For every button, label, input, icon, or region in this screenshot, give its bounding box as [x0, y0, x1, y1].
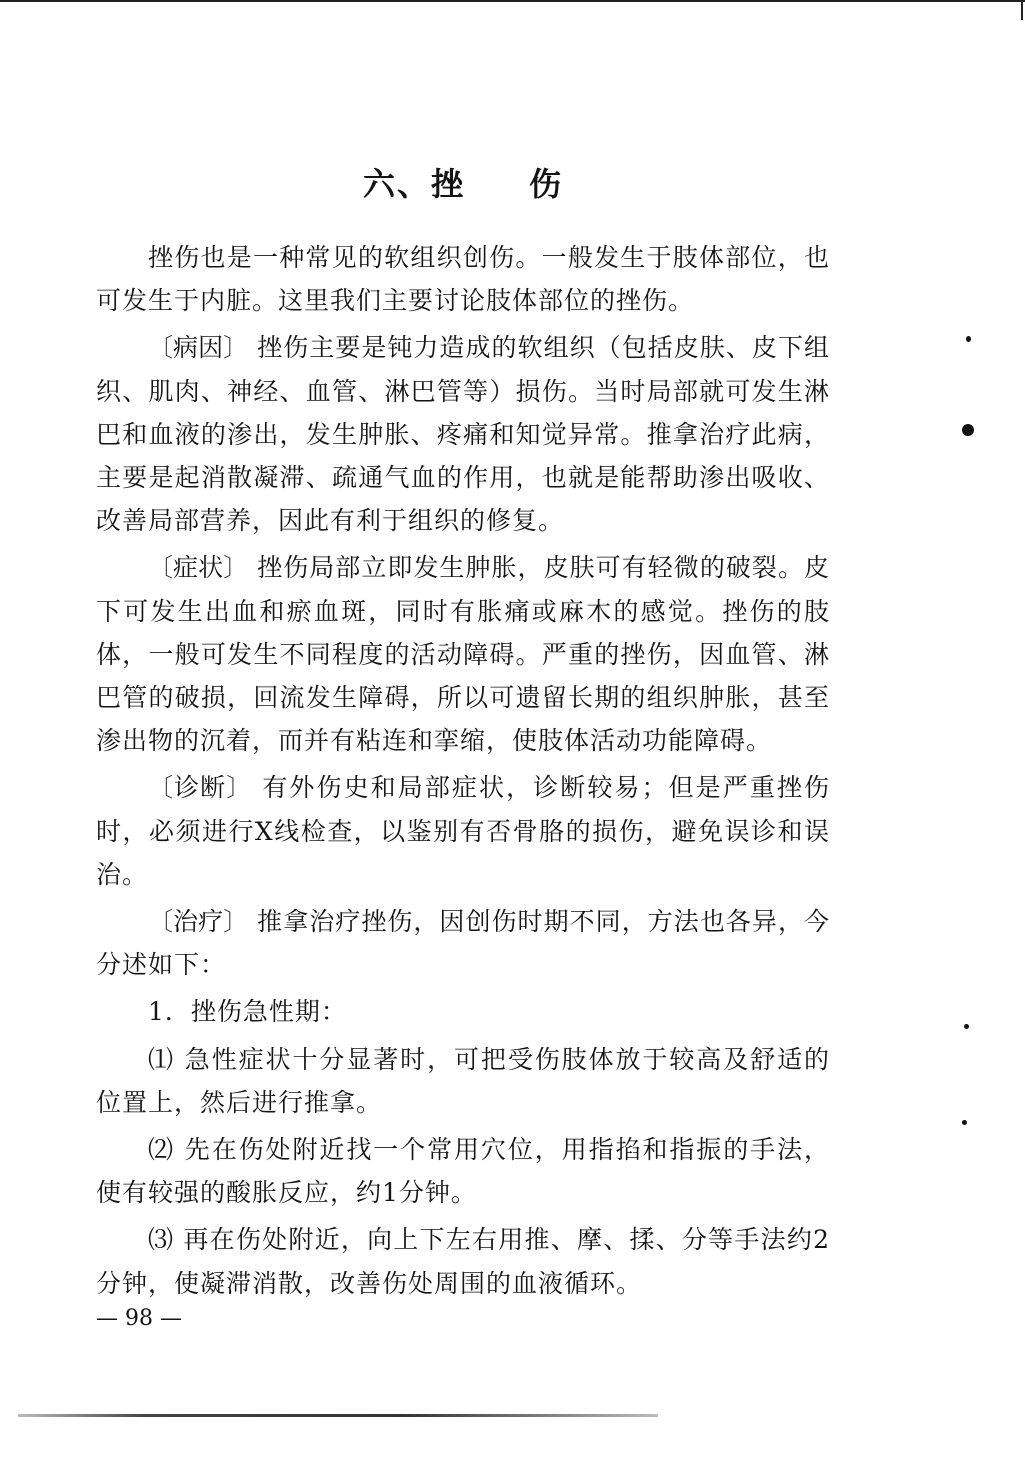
paragraph-text: 1．挫伤急性期：: [148, 997, 347, 1027]
paragraph-symptoms: [96, 546, 830, 762]
section-tag-treatment: 〔治疗〕: [148, 907, 249, 937]
list-heading-acute: [96, 990, 830, 1033]
paragraph-text: 有外伤史和局部症状，诊断较易；但是严重挫伤时，必须进行X线检查，以鉴别有否骨胳的损伤，避免误诊和误治。: [96, 773, 830, 889]
section-title-part1: 六、挫: [362, 165, 465, 203]
section-tag-symptoms: 〔症状〕: [148, 553, 249, 583]
bottom-scan-line: [18, 1414, 658, 1417]
paragraph-text: ⑵ 先在伤处附近找一个常用穴位，用指掐和指振的手法，使有较强的酸胀反应，约1分钟。: [96, 1135, 830, 1208]
section-title: [96, 160, 830, 208]
paragraph-etiology: [96, 326, 830, 542]
scan-speck: [962, 424, 974, 436]
scan-speck: [962, 1120, 967, 1125]
scan-speck: [964, 1024, 969, 1029]
paragraph-text: ⑴ 急性症状十分显著时，可把受伤肢体放于较高及舒适的位置上，然后进行推拿。: [96, 1044, 830, 1117]
right-scan-border: [1021, 0, 1023, 20]
list-item-1: [96, 1038, 830, 1124]
list-item-3: [96, 1218, 830, 1304]
page-number: — 98 —: [96, 1306, 182, 1331]
paragraph-intro: [96, 236, 830, 322]
paragraph-text: 推拿治疗挫伤，因创伤时期不同，方法也各异，今分述如下：: [96, 907, 830, 980]
top-scan-border: [0, 0, 1025, 2]
section-tag-etiology: 〔病因〕: [148, 333, 249, 363]
section-tag-diagnosis: 〔诊断〕: [148, 773, 253, 803]
paragraph-text: 挫伤局部立即发生肿胀，皮肤可有轻微的破裂。皮下可发生出血和瘀血斑，同时有胀痛或麻木的感觉。挫伤的肢体，一般可发生不同程度的活动障碍。严重的挫伤，因血管、淋巴管的破损，回流发生障碍，所以可遗留长期的组织肿胀，甚至渗出物的沉着，而并有粘连和挛缩，使肢体活动功能障碍。: [96, 553, 830, 756]
paragraph-text: 挫伤主要是钝力造成的软组织（包括皮肤、皮下组织、肌肉、神经、血管、淋巴管等）损伤。当时局部就可发生淋巴和血液的渗出，发生肿胀、疼痛和知觉异常。推拿治疗此病，主要是起消散凝滞、疏通气血的作用，也就是能帮助渗出吸收、改善局部营养，因此有利于组织的修复。: [96, 333, 830, 536]
scan-speck: [966, 336, 971, 342]
paragraph-text: 挫伤也是一种常见的软组织创伤。一般发生于肢体部位，也可发生于内脏。这里我们主要讨论肢体部位的挫伤。: [96, 243, 830, 316]
paragraph-treatment: [96, 900, 830, 986]
list-item-2: [96, 1128, 830, 1214]
section-title-part2: 伤: [529, 165, 564, 203]
page-body: [96, 160, 830, 1305]
paragraph-diagnosis: [96, 766, 830, 896]
paragraph-text: ⑶ 再在伤处附近，向上下左右用推、摩、揉、分等手法约2分钟，使凝滞消散，改善伤处周围的血液循环。: [96, 1225, 830, 1298]
